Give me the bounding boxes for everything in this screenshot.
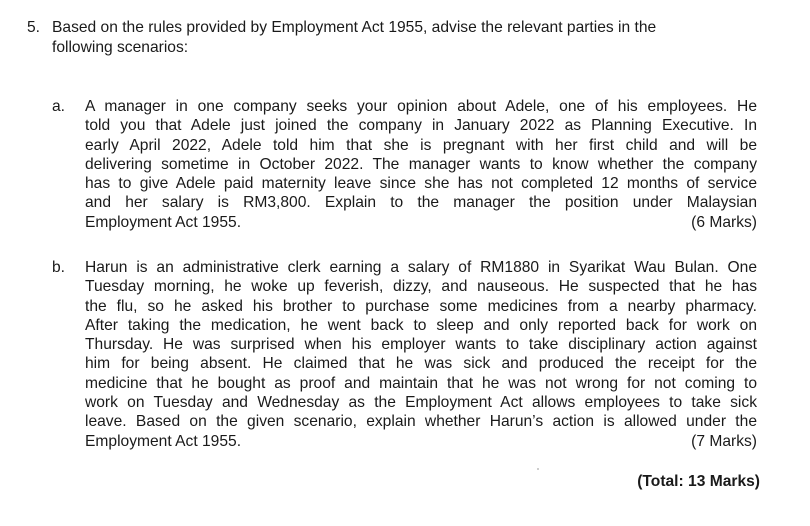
total-marks: (Total: 13 Marks) <box>637 473 760 490</box>
part-b-line: Tuesday morning, he woke up feverish, dizzy, and nauseous. He suspected that he has <box>85 278 757 296</box>
part-a-line: Employment Act 1955. <box>85 213 242 231</box>
part-b-line: After taking the medication, he went back to sleep and only reported back for work on <box>85 316 757 334</box>
part-b-line: Harun is an administrative clerk earning a salary of RM1880 in Syarikat Wau Bulan. One <box>85 259 757 276</box>
part-b-line: him for being absent. He claimed that he was sick and produced the receipt for the <box>85 355 757 373</box>
part-a-line: early April 2022, Adele told him that she is pregnant with her first child and will be <box>85 136 757 154</box>
part-b-line: work on Tuesday and Wednesday as the Employment Act allows employees to take sick <box>85 394 757 412</box>
question-intro-line: Based on the rules provided by Employment Act 1955, advise the relevant parties in the <box>52 19 657 36</box>
question-intro <box>52 18 762 58</box>
part-a-last-line <box>85 213 757 232</box>
part-b-label: b. <box>52 259 66 276</box>
part-b-line: the flu, so he asked his brother to purchase some medicines from a nearby pharmacy. <box>85 297 757 315</box>
part-b-body <box>85 258 757 451</box>
part-a-line: and her salary is RM3,800. Explain to the manager the position under Malaysian <box>85 194 757 212</box>
part-a-line: told you that Adele just joined the company in January 2022 as Planning Executive. In <box>85 117 757 135</box>
question-intro-line: following scenarios: <box>52 39 189 56</box>
part-b-line: leave. Based on the given scenario, explain whether Harun’s action is allowed under the <box>85 413 757 431</box>
part-a-line: has to give Adele paid maternity leave since she has not completed 12 months of service <box>85 175 757 193</box>
part-b-last-line <box>85 432 757 451</box>
part-a-line: A manager in one company seeks your opinion about Adele, one of his employees. He <box>85 98 757 115</box>
part-b-marks: (7 Marks) <box>691 432 757 450</box>
part-b-line: Employment Act 1955. <box>85 432 242 450</box>
scan-speck <box>537 468 539 470</box>
question-number: 5. <box>27 19 41 36</box>
part-b-line: medicine that he bought as proof and maintain that he was not wrong for not coming to <box>85 374 757 392</box>
part-a-line: delivering sometime in October 2022. The manager wants to know whether the company <box>85 155 757 173</box>
part-a-body <box>85 97 757 232</box>
part-a-marks: (6 Marks) <box>691 213 757 231</box>
part-a-label: a. <box>52 98 66 115</box>
part-b-line: Thursday. He was surprised when his employer wants to take disciplinary action against <box>85 336 757 354</box>
